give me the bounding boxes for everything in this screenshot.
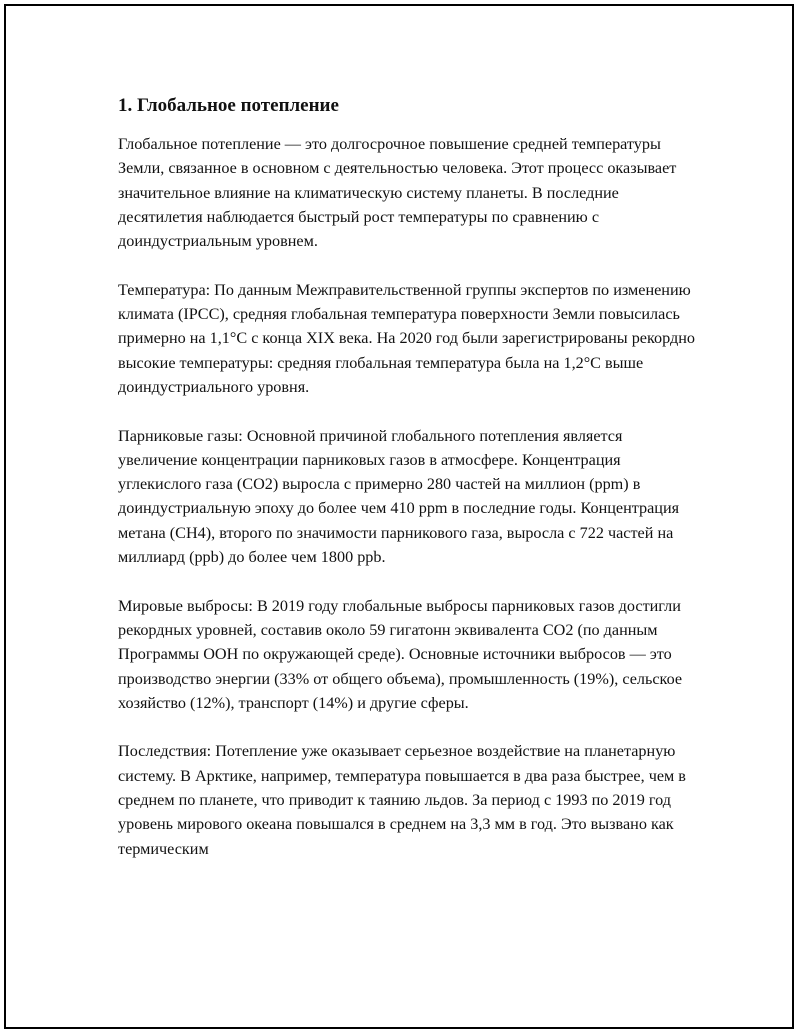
document-body (118, 94, 698, 885)
paragraph-global-emissions: Мировые выбросы: В 2019 году глобальные выбросы парниковых газов достигли рекордных уровней, составив около 59 гигатонн эквивалента CO2 (по данным Программы ООН по окружающей среде). Основные источники выбросов — это производство энергии (33% от общего объема), промышленность (19%), сельское хозяйство (12%), транспорт (14%) и другие сферы. (118, 596, 683, 712)
paragraph-intro: Глобальное потепление — это долгосрочное повышение средней температуры Земли, связанное в основном с деятельностью человека. Этот процесс оказывает значительное влияние на климатическую систему планеты. В последние десятилетия наблюдается быстрый рост температуры по сравнению с доиндустриальным уровнем. (118, 135, 677, 251)
section-heading: 1. Глобальное потепление (118, 95, 339, 116)
paragraph-greenhouse-gases: Парниковые газы: Основной причиной глобального потепления является увеличение концентрации парниковых газов в атмосфере. Концентрация углекислого газа (CO2) выросла с примерно 280 частей на миллион (ppm) в доиндустриальную эпоху до более чем 410 ppm в последние годы. Концентрация метана (CH4), второго по значимости парникового газа, выросла с 722 частей на миллиард (ppb) до более чем 1800 ppb. (118, 426, 680, 567)
paragraph-temperature: Температура: По данным Межправительственной группы экспертов по изменению климата (IPCC), средняя глобальная температура поверхности Земли повысилась примерно на 1,1°C с конца XIX века. На 2020 год были зарегистрированы рекордно высокие температуры: средняя глобальная температура была на 1,2°C выше доиндустриального уровня. (118, 280, 696, 396)
paragraph-consequences: Последствия: Потепление уже оказывает серьезное воздействие на планетарную систему. В Арктике, например, температура повышается в два раза быстрее, чем в среднем по планете, что приводит к таянию льдов. За период с 1993 по 2019 год уровень мирового океана повышался в среднем на 3,3 мм в год. Это вызвано как термическим (118, 742, 686, 858)
